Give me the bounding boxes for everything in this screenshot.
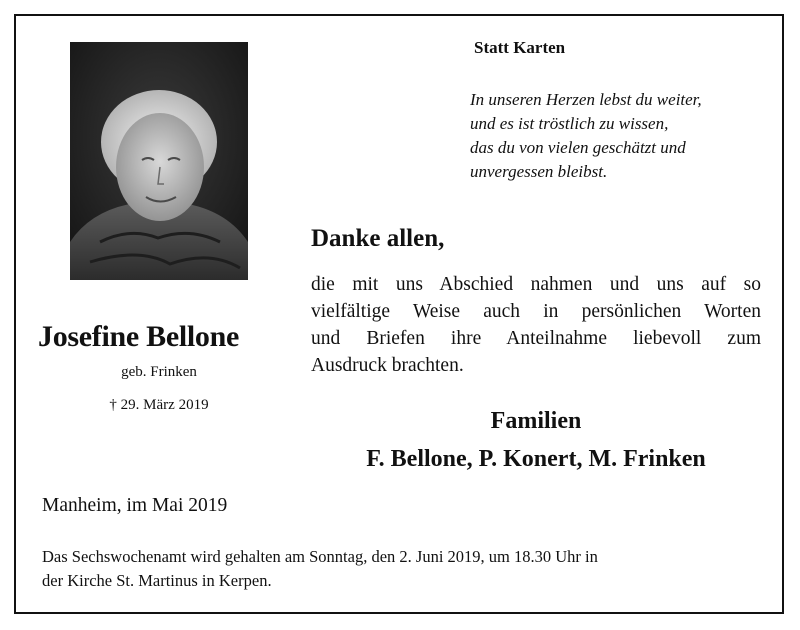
portrait-photo — [70, 42, 248, 280]
poem — [470, 88, 702, 184]
thanks-heading: Danke allen, — [311, 225, 445, 252]
thanks-line: die mit uns Abschied nahmen und uns auf so — [311, 274, 761, 295]
birth-name: geb. Frinken — [121, 364, 197, 380]
family-names: F. Bellone, P. Konert, M. Frinken — [366, 446, 706, 472]
thanks-line: und Briefen ihre Anteilnahme liebevoll zum — [311, 328, 761, 349]
statt-karten-heading: Statt Karten — [474, 38, 566, 57]
place-date: Manheim, im Mai 2019 — [42, 495, 228, 516]
death-date: † 29. März 2019 — [109, 397, 209, 413]
notice-line: der Kirche St. Martinus in Kerpen. — [42, 571, 272, 590]
thanks-line: vielfältige Weise auch in persönlichen Worten — [311, 301, 761, 322]
thanks-line: Ausdruck brachten. — [311, 355, 464, 376]
service-notice — [42, 545, 766, 593]
poem-line: unvergessen bleibst. — [470, 162, 608, 181]
thanks-text — [311, 271, 761, 379]
poem-line: das du von vielen geschätzt und — [470, 138, 686, 157]
poem-line: In unseren Herzen lebst du weiter, — [470, 90, 702, 109]
deceased-name: Josefine Bellone — [38, 320, 240, 353]
poem-line: und es ist tröstlich zu wissen, — [470, 114, 669, 133]
family-heading: Familien — [490, 408, 582, 434]
notice-line: Das Sechswochenamt wird gehalten am Sonntag, den 2. Juni 2019, um 18.30 Uhr in — [42, 547, 598, 566]
